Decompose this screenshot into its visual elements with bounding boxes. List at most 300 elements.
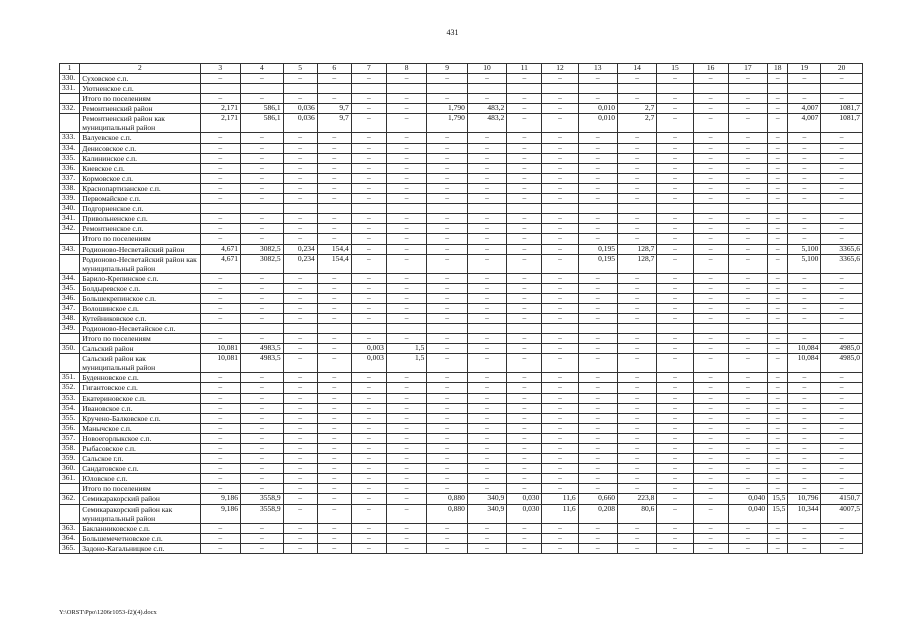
value-cell: – (317, 423, 351, 433)
value-cell: – (821, 94, 863, 104)
value-cell: – (657, 454, 693, 464)
value-cell: – (317, 303, 351, 313)
value-cell: – (507, 133, 542, 143)
value-cell: – (542, 214, 578, 224)
value-cell: – (768, 194, 788, 204)
value-cell: – (578, 273, 617, 283)
value-cell: 10,081 (200, 344, 240, 354)
value-cell: – (728, 114, 767, 133)
value-cell: – (788, 313, 821, 323)
value-cell: – (507, 344, 542, 354)
value-cell: – (542, 383, 578, 393)
value-cell: – (351, 303, 386, 313)
row-number-cell: 343. (60, 244, 80, 254)
value-cell: – (467, 153, 506, 163)
value-cell: 128,7 (617, 244, 656, 254)
value-cell: 10,084 (788, 344, 821, 354)
value-cell: – (386, 334, 426, 344)
value-cell: – (617, 354, 656, 373)
value-cell: – (768, 183, 788, 193)
value-cell: 1,790 (427, 104, 467, 114)
value-cell: – (768, 234, 788, 244)
value-cell: – (542, 273, 578, 283)
value-cell: – (351, 234, 386, 244)
value-cell: – (821, 293, 863, 303)
value-cell: – (657, 94, 693, 104)
value-cell: – (693, 293, 728, 303)
value-cell: – (788, 283, 821, 293)
value-cell: – (386, 454, 426, 464)
table-row (60, 354, 863, 373)
value-cell: – (467, 224, 506, 234)
value-cell (200, 324, 240, 334)
value-cell: – (578, 234, 617, 244)
row-number-cell: 349. (60, 324, 80, 334)
value-cell: – (578, 143, 617, 153)
value-cell: – (578, 383, 617, 393)
row-name-cell: Киевское с.п. (80, 163, 200, 173)
header-cell: 2 (80, 64, 200, 74)
value-cell: 0,234 (283, 244, 317, 254)
value-cell: 5,100 (788, 254, 821, 273)
value-cell: – (200, 214, 240, 224)
value-cell: – (693, 143, 728, 153)
value-cell: 9,186 (200, 504, 240, 523)
value-cell: – (386, 104, 426, 114)
value-cell: – (657, 194, 693, 204)
value-cell: – (821, 74, 863, 84)
value-cell: – (657, 133, 693, 143)
value-cell: – (467, 244, 506, 254)
value-cell: – (788, 293, 821, 303)
table-row (60, 454, 863, 464)
value-cell: – (821, 474, 863, 484)
value-cell: – (788, 454, 821, 464)
value-cell: – (386, 433, 426, 443)
value-cell: – (542, 283, 578, 293)
value-cell: – (283, 214, 317, 224)
value-cell: – (542, 74, 578, 84)
value-cell (693, 204, 728, 214)
value-cell: – (768, 334, 788, 344)
value-cell (693, 84, 728, 94)
value-cell (317, 204, 351, 214)
value-cell: – (317, 354, 351, 373)
row-name-cell: Привольненское с.п. (80, 214, 200, 224)
value-cell: – (788, 234, 821, 244)
value-cell: – (617, 163, 656, 173)
value-cell: – (427, 303, 467, 313)
value-cell: – (241, 383, 284, 393)
value-cell: – (617, 224, 656, 234)
data-table (59, 63, 863, 554)
value-cell: 80,6 (617, 504, 656, 523)
value-cell: – (542, 173, 578, 183)
value-cell (821, 84, 863, 94)
value-cell (578, 84, 617, 94)
value-cell: – (821, 313, 863, 323)
value-cell: – (542, 183, 578, 193)
header-cell: 3 (200, 64, 240, 74)
row-name-cell: Екатериновское с.п. (80, 393, 200, 403)
value-cell: – (507, 303, 542, 313)
header-cell: 17 (728, 64, 767, 74)
value-cell (657, 204, 693, 214)
value-cell: – (728, 474, 767, 484)
value-cell: – (728, 433, 767, 443)
table-row (60, 383, 863, 393)
value-cell: – (693, 74, 728, 84)
value-cell: – (283, 194, 317, 204)
value-cell: – (317, 533, 351, 543)
table-row (60, 334, 863, 344)
row-name-cell: Сальский район (80, 344, 200, 354)
value-cell: 128,7 (617, 254, 656, 273)
value-cell: – (693, 454, 728, 464)
table-row (60, 423, 863, 433)
value-cell: – (200, 224, 240, 234)
value-cell: – (427, 334, 467, 344)
row-number-cell: 331. (60, 84, 80, 94)
row-name-cell: Суховское с.п. (80, 74, 200, 84)
value-cell: – (693, 474, 728, 484)
value-cell: – (788, 74, 821, 84)
value-cell: – (427, 484, 467, 494)
value-cell: – (317, 504, 351, 523)
value-cell: 4150,7 (821, 494, 863, 504)
value-cell (351, 204, 386, 214)
value-cell (241, 84, 284, 94)
row-name-cell: Первомайское с.п. (80, 194, 200, 204)
value-cell: – (693, 504, 728, 523)
value-cell: – (693, 444, 728, 454)
value-cell: – (507, 484, 542, 494)
value-cell: – (351, 413, 386, 423)
value-cell: – (351, 533, 386, 543)
value-cell: – (507, 74, 542, 84)
value-cell: – (200, 273, 240, 283)
value-cell: – (351, 383, 386, 393)
value-cell: – (821, 444, 863, 454)
header-cell: 16 (693, 64, 728, 74)
row-number-cell: 357. (60, 433, 80, 443)
value-cell: – (507, 153, 542, 163)
row-number-cell: 330. (60, 74, 80, 84)
value-cell: – (617, 543, 656, 553)
value-cell: – (386, 293, 426, 303)
value-cell: – (768, 393, 788, 403)
value-cell: – (507, 403, 542, 413)
value-cell: 3082,5 (241, 244, 284, 254)
header-cell: 18 (768, 64, 788, 74)
value-cell: – (728, 423, 767, 433)
value-cell: – (351, 104, 386, 114)
header-cell: 10 (467, 64, 506, 74)
value-cell: – (200, 433, 240, 443)
value-cell: – (283, 224, 317, 234)
table-row (60, 413, 863, 423)
row-name-cell: Итого по поселениям (80, 94, 200, 104)
value-cell: – (542, 543, 578, 553)
value-cell: – (788, 94, 821, 104)
table-row (60, 433, 863, 443)
value-cell: – (693, 163, 728, 173)
value-cell: – (768, 423, 788, 433)
value-cell: – (617, 234, 656, 244)
value-cell: – (351, 173, 386, 183)
value-cell: – (693, 403, 728, 413)
value-cell: – (728, 344, 767, 354)
value-cell: – (788, 474, 821, 484)
value-cell: – (200, 194, 240, 204)
value-cell: – (788, 133, 821, 143)
value-cell: – (283, 94, 317, 104)
value-cell: – (351, 313, 386, 323)
value-cell: – (467, 484, 506, 494)
value-cell (728, 204, 767, 214)
value-cell: – (821, 163, 863, 173)
value-cell: 4,671 (200, 254, 240, 273)
value-cell: – (657, 183, 693, 193)
value-cell (427, 324, 467, 334)
value-cell: – (467, 464, 506, 474)
value-cell: – (351, 433, 386, 443)
value-cell: – (821, 133, 863, 143)
value-cell: – (617, 74, 656, 84)
value-cell: – (728, 303, 767, 313)
table-header-row (60, 64, 863, 74)
value-cell: – (467, 474, 506, 484)
value-cell: – (241, 94, 284, 104)
value-cell: – (200, 163, 240, 173)
header-cell: 19 (788, 64, 821, 74)
value-cell: – (693, 94, 728, 104)
value-cell: – (427, 143, 467, 153)
value-cell: 1081,7 (821, 104, 863, 114)
value-cell: – (821, 194, 863, 204)
value-cell: – (542, 293, 578, 303)
value-cell: – (617, 413, 656, 423)
row-name-cell: Кутейниковское с.п. (80, 313, 200, 323)
row-number-cell: 344. (60, 273, 80, 283)
value-cell: – (542, 143, 578, 153)
value-cell: – (788, 214, 821, 224)
value-cell: – (728, 183, 767, 193)
value-cell: – (578, 464, 617, 474)
value-cell: – (657, 214, 693, 224)
table-row (60, 194, 863, 204)
value-cell: – (241, 464, 284, 474)
value-cell (693, 324, 728, 334)
header-cell: 6 (317, 64, 351, 74)
value-cell: – (386, 273, 426, 283)
row-number-cell (60, 484, 80, 494)
value-cell: – (728, 254, 767, 273)
value-cell: – (617, 303, 656, 313)
header-cell: 12 (542, 64, 578, 74)
row-name-cell: Семикаракорский район (80, 494, 200, 504)
value-cell: – (821, 433, 863, 443)
value-cell: – (467, 543, 506, 553)
row-name-cell: Волошинское с.п. (80, 303, 200, 313)
value-cell: – (542, 393, 578, 403)
value-cell: – (386, 413, 426, 423)
value-cell: 2,7 (617, 104, 656, 114)
value-cell: – (427, 474, 467, 484)
value-cell: – (507, 533, 542, 543)
value-cell: – (821, 173, 863, 183)
value-cell: – (821, 464, 863, 474)
value-cell: – (200, 293, 240, 303)
value-cell: – (200, 373, 240, 383)
table-row (60, 293, 863, 303)
value-cell: – (467, 74, 506, 84)
value-cell: – (283, 494, 317, 504)
value-cell: 483,2 (467, 104, 506, 114)
row-number-cell (60, 334, 80, 344)
value-cell: – (788, 393, 821, 403)
value-cell: – (768, 173, 788, 183)
value-cell: – (317, 433, 351, 443)
value-cell: – (617, 283, 656, 293)
value-cell: – (200, 403, 240, 413)
value-cell (386, 324, 426, 334)
value-cell (467, 204, 506, 214)
value-cell: – (507, 523, 542, 533)
value-cell: – (427, 313, 467, 323)
value-cell: – (578, 303, 617, 313)
value-cell: – (788, 464, 821, 474)
value-cell: – (578, 413, 617, 423)
row-name-cell: Буденновское с.п. (80, 373, 200, 383)
value-cell: – (578, 163, 617, 173)
value-cell: – (317, 413, 351, 423)
value-cell: – (693, 413, 728, 423)
value-cell: – (768, 143, 788, 153)
table-row (60, 543, 863, 553)
value-cell: – (788, 383, 821, 393)
row-number-cell (60, 114, 80, 133)
value-cell: – (693, 234, 728, 244)
value-cell: – (768, 444, 788, 454)
value-cell: – (788, 224, 821, 234)
row-name-cell: Сальский район как муниципальный район (80, 354, 200, 373)
value-cell: – (507, 354, 542, 373)
value-cell: 11,6 (542, 504, 578, 523)
value-cell: – (768, 104, 788, 114)
value-cell: – (241, 303, 284, 313)
value-cell (200, 204, 240, 214)
value-cell: – (693, 114, 728, 133)
value-cell: – (386, 283, 426, 293)
value-cell: – (283, 393, 317, 403)
value-cell: – (788, 163, 821, 173)
value-cell: 15,5 (768, 504, 788, 523)
value-cell: – (788, 484, 821, 494)
value-cell: – (241, 433, 284, 443)
value-cell: – (386, 444, 426, 454)
value-cell: – (693, 214, 728, 224)
value-cell: – (542, 94, 578, 104)
value-cell: – (351, 74, 386, 84)
value-cell: – (542, 454, 578, 464)
header-cell: 20 (821, 64, 863, 74)
value-cell: – (200, 303, 240, 313)
value-cell: – (617, 474, 656, 484)
value-cell: – (241, 413, 284, 423)
value-cell: – (788, 373, 821, 383)
value-cell: – (768, 484, 788, 494)
value-cell: – (693, 423, 728, 433)
value-cell: – (200, 413, 240, 423)
value-cell (351, 84, 386, 94)
value-cell: – (617, 293, 656, 303)
value-cell: – (351, 464, 386, 474)
value-cell: – (657, 494, 693, 504)
value-cell: – (578, 373, 617, 383)
value-cell: – (768, 74, 788, 84)
row-name-cell: Итого по поселениям (80, 484, 200, 494)
table-row (60, 183, 863, 193)
table-row (60, 303, 863, 313)
value-cell: – (617, 313, 656, 323)
value-cell: – (427, 254, 467, 273)
value-cell: – (317, 183, 351, 193)
value-cell: 3082,5 (241, 254, 284, 273)
value-cell: – (768, 454, 788, 464)
value-cell: – (283, 413, 317, 423)
value-cell: – (728, 133, 767, 143)
value-cell: – (200, 474, 240, 484)
value-cell: – (542, 234, 578, 244)
value-cell (578, 324, 617, 334)
value-cell: – (467, 143, 506, 153)
value-cell: 4,671 (200, 244, 240, 254)
row-name-cell: Итого по поселениям (80, 234, 200, 244)
value-cell: – (351, 504, 386, 523)
value-cell: 0,003 (351, 354, 386, 373)
value-cell (657, 324, 693, 334)
header-cell: 14 (617, 64, 656, 74)
value-cell: – (200, 74, 240, 84)
value-cell: – (617, 423, 656, 433)
row-number-cell: 332. (60, 104, 80, 114)
table-row (60, 373, 863, 383)
value-cell (241, 204, 284, 214)
value-cell: – (317, 403, 351, 413)
value-cell: 154,4 (317, 244, 351, 254)
value-cell: – (283, 354, 317, 373)
table-row (60, 393, 863, 403)
value-cell: – (467, 273, 506, 283)
value-cell: – (427, 74, 467, 84)
row-name-cell: Кручено-Балковское с.п. (80, 413, 200, 423)
value-cell: – (467, 523, 506, 533)
value-cell: – (821, 283, 863, 293)
value-cell: – (241, 163, 284, 173)
value-cell: – (283, 373, 317, 383)
value-cell: – (617, 133, 656, 143)
value-cell: – (657, 464, 693, 474)
value-cell: – (386, 393, 426, 403)
value-cell (467, 84, 506, 94)
table-row (60, 254, 863, 273)
value-cell: – (386, 143, 426, 153)
value-cell: – (768, 273, 788, 283)
value-cell: – (241, 133, 284, 143)
value-cell: – (283, 533, 317, 543)
header-cell: 7 (351, 64, 386, 74)
